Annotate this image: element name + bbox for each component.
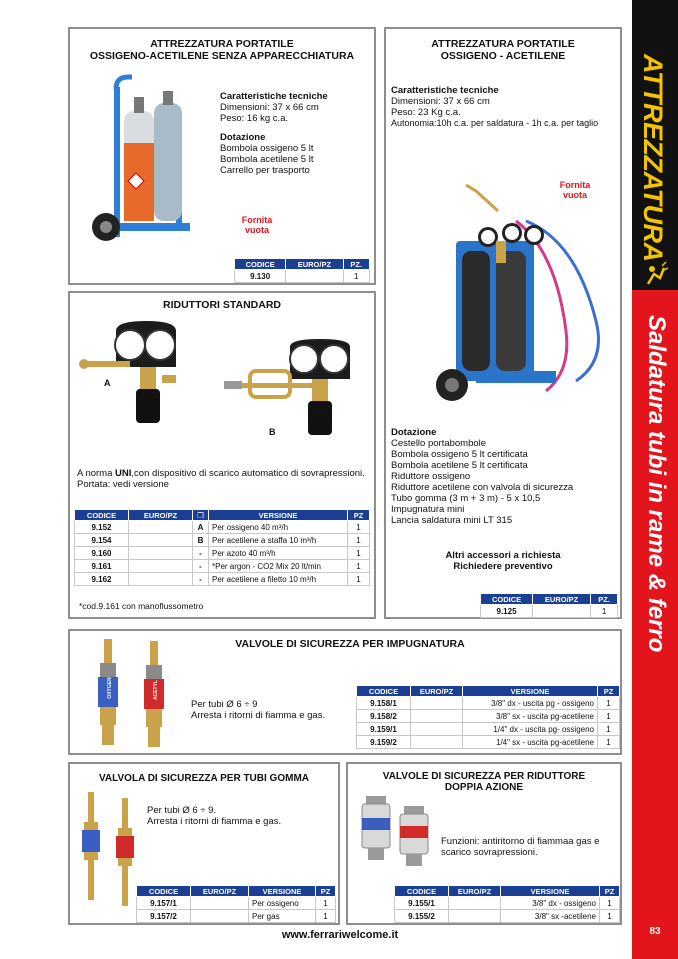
table-row <box>137 910 336 923</box>
code-cell: 9.157/2 <box>137 910 191 923</box>
table-header: VERSIONE <box>209 510 348 521</box>
standard-reducers <box>68 291 376 619</box>
version-cell: 3/8" dx - ossigeno <box>501 897 600 910</box>
oxygen-label: OXYGEN <box>107 677 113 699</box>
type-cell: A <box>193 521 209 534</box>
code-cell: 9.158/1 <box>357 697 411 710</box>
reducers-title: RIDUTTORI STANDARD <box>162 299 282 311</box>
table-row <box>395 910 620 923</box>
table-header: PZ <box>316 886 336 897</box>
product2-equip: Riduttore ossigeno <box>391 471 471 482</box>
page-number: 83 <box>649 926 661 937</box>
qty-cell: 1 <box>598 723 620 736</box>
version-cell: 3/8" sx -acetilene <box>501 910 600 923</box>
qty-cell: 1 <box>598 697 620 710</box>
qty-cell: 1 <box>600 897 620 910</box>
table-row <box>137 897 336 910</box>
table-header: CODICE <box>75 510 129 521</box>
product2-title-2: OSSIGENO - ACETILENE <box>440 50 566 62</box>
subcategory-title: Saldatura tubi in rame & ferro <box>643 315 670 653</box>
product2-equip: Tubo gomma (3 m + 3 m) - 5 x 10,5 <box>391 493 541 504</box>
reducer-b-image <box>220 337 360 447</box>
table-row <box>75 573 370 586</box>
version-cell: Per acetilene a filetto 10 m³/h <box>209 573 348 586</box>
table-header: CODICE <box>481 594 533 605</box>
reducers-desc: ,con dispositivo di scarico automatico di sovrapressioni. <box>131 468 365 479</box>
product1-equip-head: Dotazione <box>220 132 266 143</box>
version-cell: 1/4" dx - uscita pg- ossigeno <box>463 723 598 736</box>
code-cell: 9.157/1 <box>137 897 191 910</box>
product1-note: vuota <box>244 225 269 235</box>
product2-equip: Riduttore acetilene con valvola di sicurezza <box>391 482 574 493</box>
product1-equip: Bombola ossigeno 5 lt <box>220 143 314 154</box>
table-header: EURO/PZ <box>286 259 343 270</box>
version-cell: 3/8" sx - uscita pg-acetilene <box>463 710 598 723</box>
qty-cell: 1 <box>343 270 370 283</box>
price-cell <box>129 521 193 534</box>
valves-grip-table <box>356 685 620 749</box>
valve-hose-table <box>136 885 336 923</box>
table-row <box>357 710 620 723</box>
cart-cylinders-image <box>84 73 194 253</box>
product2-extra-2: Richiedere preventivo <box>453 561 553 572</box>
qty-cell: 1 <box>348 521 370 534</box>
version-cell: Per ossigeno 40 m³/h <box>209 521 348 534</box>
qty-cell: 1 <box>600 910 620 923</box>
table-header: PZ. <box>343 259 370 270</box>
code-cell: 9.125 <box>481 605 533 618</box>
product-portable-oxy-acetylene <box>384 27 622 619</box>
table-header: EURO/PZ <box>411 686 463 697</box>
table-header: EURO/PZ <box>449 886 501 897</box>
version-cell: Per azoto 40 m³/h <box>209 547 348 560</box>
reducers-footnote: *cod.9.161 con manoflussometro <box>79 601 204 611</box>
price-cell <box>129 573 193 586</box>
product1-equip: Bombola acetilene 5 lt <box>220 154 314 165</box>
type-cell: B <box>193 534 209 547</box>
reducer-a-label: A <box>104 378 111 388</box>
product2-note: vuota <box>562 190 587 200</box>
code-cell: 9.160 <box>75 547 129 560</box>
product2-spec: Dimensioni: 37 x 66 cm <box>391 96 490 107</box>
product1-title-2: OSSIGENO-ACETILENE SENZA APPARECCHIATURA <box>89 50 355 62</box>
qty-cell: 1 <box>348 547 370 560</box>
table-header: EURO/PZ <box>191 886 249 897</box>
code-cell: 9.154 <box>75 534 129 547</box>
valves-reducer-desc: Funzioni: antiritorno di fiammaa gas e <box>441 836 600 847</box>
table-header: VERSIONE <box>249 886 316 897</box>
qty-cell: 1 <box>591 605 618 618</box>
price-cell <box>129 534 193 547</box>
price-cell <box>533 605 591 618</box>
table-header: CODICE <box>395 886 449 897</box>
table-header: VERSIONE <box>463 686 598 697</box>
table-header: PZ <box>600 886 620 897</box>
table-row <box>481 605 618 618</box>
table-header: ❐ <box>193 510 209 521</box>
version-cell: *Per argon - CO2 Mix 20 lt/min <box>209 560 348 573</box>
table-header: CODICE <box>357 686 411 697</box>
welder-icon <box>640 260 670 288</box>
table-row <box>75 560 370 573</box>
table-row <box>235 270 370 283</box>
product2-specs-head: Caratteristiche tecniche <box>391 85 499 96</box>
code-cell: 9.161 <box>75 560 129 573</box>
safety-valve-hose <box>68 762 340 925</box>
product1-note: Fornita <box>241 215 273 225</box>
portable-kit-image <box>406 181 606 411</box>
code-cell: 9.159/2 <box>357 736 411 749</box>
table-row <box>357 697 620 710</box>
reducers-table <box>74 509 370 586</box>
price-cell <box>449 910 501 923</box>
table-row <box>357 736 620 749</box>
valves-reducer-title-2: DOPPIA AZIONE <box>444 782 524 793</box>
product2-equip: Cestello portabombole <box>391 438 487 449</box>
price-cell <box>411 710 463 723</box>
price-cell <box>286 270 343 283</box>
table-header: PZ. <box>591 594 618 605</box>
type-cell: - <box>193 560 209 573</box>
code-cell: 9.152 <box>75 521 129 534</box>
product1-specs-head: Caratteristiche tecniche <box>220 91 328 102</box>
version-cell: 3/8" dx - uscita pg - ossigeno <box>463 697 598 710</box>
type-cell: - <box>193 547 209 560</box>
table-header: EURO/PZ <box>533 594 591 605</box>
qty-cell: 1 <box>348 534 370 547</box>
price-cell <box>411 697 463 710</box>
table-header: VERSIONE <box>501 886 600 897</box>
product2-equip: Bombola acetilene 5 lt certificata <box>391 460 528 471</box>
qty-cell: 1 <box>316 897 336 910</box>
price-cell <box>191 910 249 923</box>
price-cell <box>449 897 501 910</box>
product1-spec: Peso: 16 kg c.a. <box>220 113 289 124</box>
product1-spec: Dimensioni: 37 x 66 cm <box>220 102 319 113</box>
product2-equip-head: Dotazione <box>391 427 437 438</box>
reducer-a-image <box>76 317 186 437</box>
version-cell: 1/4" sx - uscita pg-acetilene <box>463 736 598 749</box>
valves-grip-desc: Arresta i ritorni di fiamma e gas. <box>191 710 326 721</box>
version-cell: Per acetilene a staffa 10 m³/h <box>209 534 348 547</box>
valves-reducer-title-1: VALVOLE DI SICUREZZA PER RIDUTTORE <box>382 771 586 782</box>
table-row <box>357 723 620 736</box>
valves-reducer-table <box>394 885 620 923</box>
price-cell <box>129 547 193 560</box>
code-cell: 9.158/2 <box>357 710 411 723</box>
qty-cell: 1 <box>598 710 620 723</box>
reducers-desc: A norma <box>77 468 116 479</box>
reducers-capacity: Portata: vedi versione <box>77 479 169 490</box>
product2-spec: Autonomia:10h c.a. per saldatura - 1h c.a. per taglio <box>391 118 599 128</box>
product-portable-no-equipment <box>68 27 376 285</box>
safety-valves-reducer <box>346 762 622 925</box>
code-cell: 9.159/1 <box>357 723 411 736</box>
product2-equip: Lancia saldatura mini LT 315 <box>391 515 513 526</box>
price-cell <box>191 897 249 910</box>
product1-table <box>234 258 370 283</box>
safety-valves-grip: VALVOLE DI SICUREZZA PER IMPUGNATURA OXYGEN ACETYL Per tubi Ø 6 ÷ 9 Arresta i ritorni di fiamma e gas. CODICE EURO/PZ VERSIONE PZ 9.158/1 3/8" dx - uscita pg - ossigeno 1 9.158/2 3/8" sx - uscita pg-acetilene 1 9.159/1 1/4" dx - uscita pg- ossigeno 1 9.159/2 1/4" sx - uscita pg-acetilene 1 <box>68 629 622 755</box>
table-row <box>75 521 370 534</box>
product2-equip: Bombola ossigeno 5 lt certificata <box>391 449 528 460</box>
product2-equip: Impugnatura mini <box>391 504 465 515</box>
table-row <box>75 534 370 547</box>
code-cell: 9.130 <box>235 270 286 283</box>
valves-grip-image <box>90 637 180 753</box>
price-cell <box>129 560 193 573</box>
table-row <box>395 897 620 910</box>
table-header: PZ <box>348 510 370 521</box>
code-cell: 9.155/2 <box>395 910 449 923</box>
valves-grip-desc: Per tubi Ø 6 ÷ 9 <box>191 699 258 710</box>
reducers-desc-bold: UNI <box>115 468 132 479</box>
price-cell <box>411 736 463 749</box>
table-header: EURO/PZ <box>129 510 193 521</box>
product2-note: Fornita <box>559 180 591 190</box>
code-cell: 9.155/1 <box>395 897 449 910</box>
website-link[interactable]: www.ferrariwelcome.it <box>281 929 399 941</box>
valve-hose-desc: Arresta i ritorni di fiamma e gas. <box>147 816 282 827</box>
qty-cell: 1 <box>316 910 336 923</box>
valve-hose-title: VALVOLA DI SICUREZZA PER TUBI GOMMA <box>99 773 309 784</box>
valves-reducer-desc: scarico sovrapressioni. <box>441 847 538 858</box>
code-cell: 9.162 <box>75 573 129 586</box>
qty-cell: 1 <box>598 736 620 749</box>
product2-spec: Peso: 23 Kg c.a. <box>391 107 461 118</box>
product1-title-1: ATTREZZATURA PORTATILE <box>150 38 294 50</box>
valves-reducer-image <box>356 794 436 874</box>
category-title: ATTREZZATURA <box>638 54 668 262</box>
product1-equip: Carrello per trasporto <box>220 165 310 176</box>
product2-title-1: ATTREZZATURA PORTATILE <box>431 38 575 50</box>
version-cell: Per ossigeno <box>249 897 316 910</box>
table-row <box>75 547 370 560</box>
valve-hose-desc: Per tubi Ø 6 ÷ 9. <box>147 805 217 816</box>
price-cell <box>411 723 463 736</box>
reducer-b-label: B <box>269 427 276 437</box>
qty-cell: 1 <box>348 573 370 586</box>
qty-cell: 1 <box>348 560 370 573</box>
type-cell: - <box>193 573 209 586</box>
table-header: PZ <box>598 686 620 697</box>
table-header: CODICE <box>137 886 191 897</box>
version-cell: Per gas <box>249 910 316 923</box>
acetylene-label: ACETYL <box>153 680 159 700</box>
product2-table <box>480 593 618 618</box>
product2-extra-1: Altri accessori a richiesta <box>445 550 561 561</box>
table-header: CODICE <box>235 259 286 270</box>
